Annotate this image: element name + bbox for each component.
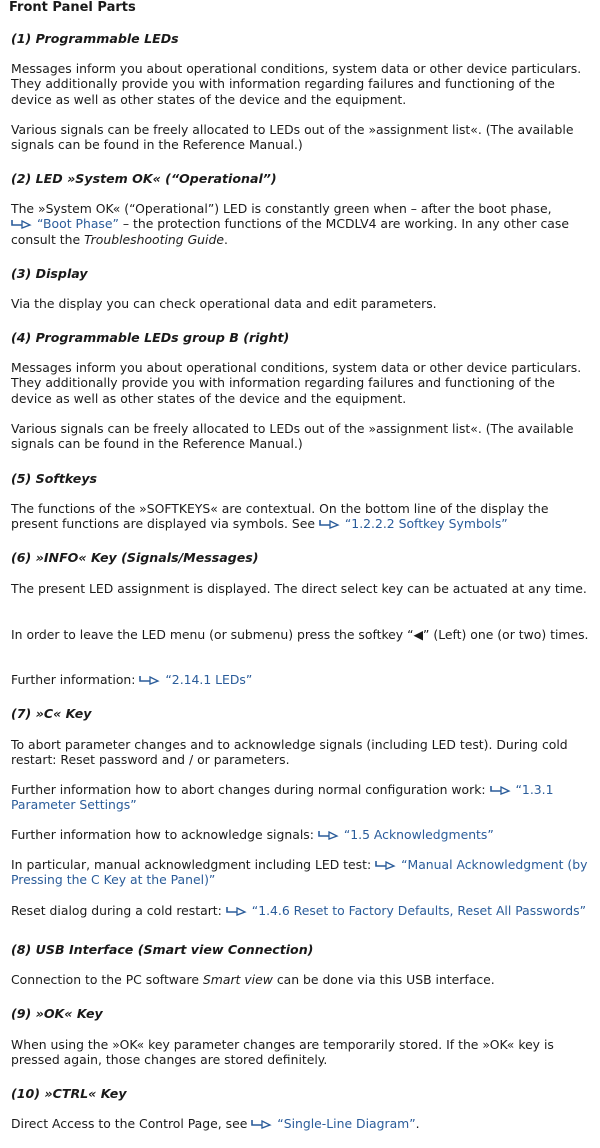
section-9-paragraph-1: When using the »OK« key parameter changes are temporarily stored. If the »OK« key is pressed again, those changes are stored definitely.	[11, 1037, 554, 1068]
section-7-paragraph-2	[11, 782, 599, 813]
section-6-paragraph-1: The present LED assignment is displayed. The direct select key can be actuated at any time.	[11, 581, 587, 596]
link-acknowledgments[interactable]: “1.5 Acknowledgments”	[343, 827, 494, 842]
section-heading-programmable-leds: (1) Programmable LEDs	[11, 31, 179, 46]
section-5-paragraph-1	[11, 501, 599, 532]
section-heading-info-key: (6) »INFO« Key (Signals/Messages)	[11, 550, 259, 565]
section-1-paragraph-2: Various signals can be freely allocated to LEDs out of the »assignment list«. (The available signals can be found in the Reference Manual.)	[11, 122, 574, 153]
section-heading-system-ok-led: (2) LED »System OK« (“Operational”)	[11, 171, 277, 186]
arrow-link-icon	[375, 860, 397, 870]
section-7-paragraph-5	[11, 903, 599, 918]
text: can be done via this USB interface.	[272, 972, 495, 987]
section-3-paragraph-1: Via the display you can check operational data and edit parameters.	[11, 296, 437, 311]
section-7-paragraph-1: To abort parameter changes and to acknowledge signals (including LED test). During cold restart: Reset password and / or parameters.	[11, 737, 568, 768]
smart-view-ref: Smart view	[202, 972, 273, 987]
section-7-paragraph-3	[11, 827, 599, 842]
page-title: Front Panel Parts	[9, 0, 136, 15]
link-leds[interactable]: “2.14.1 LEDs”	[165, 672, 253, 687]
text: Connection to the PC software	[11, 972, 203, 987]
text: The »System OK« (“Operational”) LED is constantly green when – after the boot phase,	[11, 201, 552, 216]
text: Further information how to acknowledge signals:	[11, 827, 318, 842]
section-heading-leds-group-b: (4) Programmable LEDs group B (right)	[11, 330, 290, 345]
section-heading-display: (3) Display	[11, 266, 88, 281]
text: Further information:	[11, 672, 140, 687]
section-6-paragraph-3	[11, 672, 599, 687]
link-reset-factory-defaults[interactable]: “1.4.6 Reset to Factory Defaults, Reset All Passwords”	[251, 903, 586, 918]
left-triangle-icon: ◀	[413, 627, 424, 642]
text: ” (Left) one (or two) times.	[423, 627, 589, 642]
link-manual-acknowledgment[interactable]: “Manual Acknowledgment (by Pressing the C Key at the Panel)”	[11, 857, 588, 888]
text: In particular, manual acknowledgment including LED test:	[11, 857, 376, 872]
section-10-paragraph-1	[11, 1116, 599, 1131]
text: The functions of the »SOFTKEYS« are contextual. On the bottom line of the display the present functions are displayed via symbols. See	[11, 501, 549, 532]
section-8-paragraph-1	[11, 972, 599, 987]
section-4-paragraph-1: Messages inform you about operational conditions, system data or other device particulars. They additionally provide you with information regarding failures and functioning of the device as well as other states of the device and the equipment.	[11, 360, 582, 406]
arrow-link-icon	[319, 519, 341, 529]
text: Direct Access to the Control Page, see	[11, 1116, 252, 1131]
text: – the protection functions of the MCDLV4 are working. In any other case consult the	[11, 216, 569, 247]
arrow-link-icon	[11, 219, 33, 229]
section-7-paragraph-4	[11, 857, 599, 888]
link-softkey-symbols[interactable]: “1.2.2.2 Softkey Symbols”	[344, 516, 508, 532]
section-heading-c-key: (7) »C« Key	[11, 706, 92, 721]
section-2-paragraph-1	[11, 201, 599, 247]
troubleshooting-guide-ref: Troubleshooting Guide	[84, 231, 224, 247]
arrow-link-icon	[318, 830, 340, 840]
arrow-link-icon	[226, 906, 248, 916]
text: In order to leave the LED menu (or submenu) press the softkey “	[11, 627, 414, 642]
section-heading-ctrl-key: (10) »CTRL« Key	[11, 1086, 127, 1101]
link-single-line-diagram[interactable]: “Single-Line Diagram”	[277, 1116, 416, 1131]
section-heading-usb-interface: (8) USB Interface (Smart view Connection)	[11, 942, 314, 957]
text: .	[415, 1116, 420, 1131]
arrow-link-icon	[139, 675, 161, 685]
text: Further information how to abort changes during normal configuration work:	[11, 782, 490, 797]
section-heading-ok-key: (9) »OK« Key	[11, 1006, 103, 1021]
text: Reset dialog during a cold restart:	[11, 903, 226, 918]
text: .	[223, 231, 228, 247]
section-heading-softkeys: (5) Softkeys	[11, 471, 98, 486]
section-6-paragraph-2	[11, 627, 599, 642]
section-4-paragraph-2: Various signals can be freely allocated to LEDs out of the »assignment list«. (The available signals can be found in the Reference Manual.)	[11, 421, 574, 452]
link-boot-phase[interactable]: “Boot Phase”	[37, 216, 119, 232]
arrow-link-icon	[490, 785, 512, 795]
arrow-link-icon	[251, 1119, 273, 1129]
link-parameter-settings[interactable]: “1.3.1 Parameter Settings”	[11, 782, 554, 813]
section-1-paragraph-1: Messages inform you about operational conditions, system data or other device particulars. They additionally provide you with information regarding failures and functioning of the device as well as other states of the device and the equipment.	[11, 61, 582, 107]
